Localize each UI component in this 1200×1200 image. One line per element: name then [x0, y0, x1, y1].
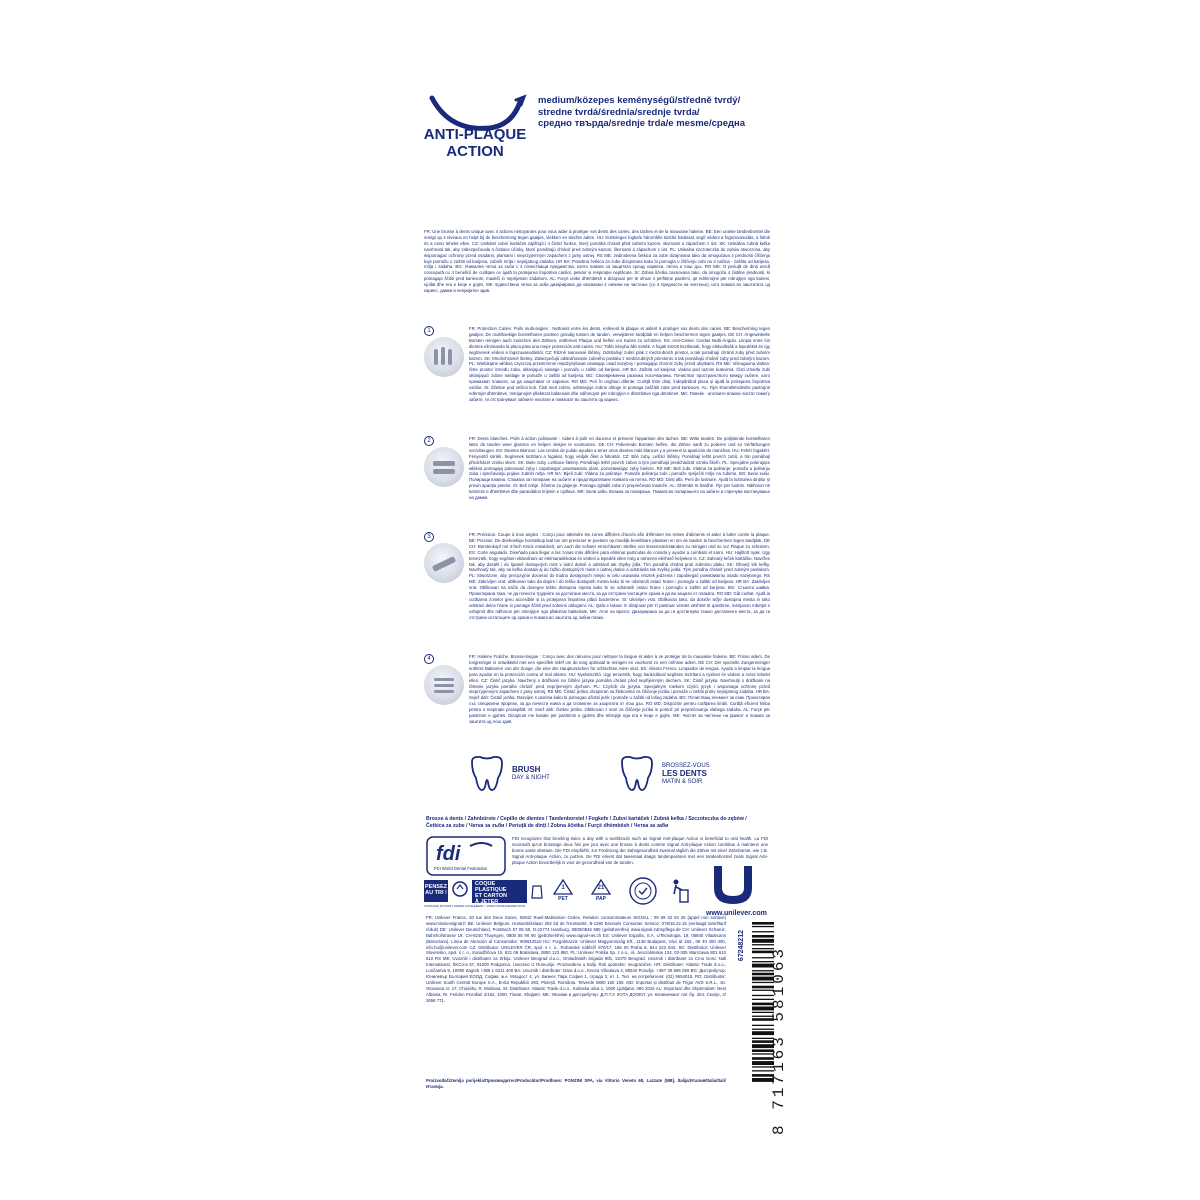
barcode-digits: 8 717163 581063 — [770, 945, 788, 1135]
guaranteed-seal-icon — [628, 876, 658, 906]
feature-number-3: 3 — [424, 532, 434, 542]
feature-section-3 — [424, 532, 770, 650]
feature-section-2 — [424, 436, 770, 528]
toothbrush-multilingual-line: Brosse à dents / Zahnbürste / Cepillo de dientes / Tandenborstel / Fogkefe / Zubní kartáček / Zubná kefka / Szczoteczka do zębów / Četkica za zube / Четка за зъби / Periuță de dinți / Zobna ščetka / Furçë dhëmbësh / Четка за заби — [426, 816, 747, 829]
angled-neck-icon — [424, 543, 464, 583]
feature-text-2: FR: Dents blanches. Poils à action polissante : Aident à polir en douceur et prévenir l'apparition des taches. BE: Witte tanden. De polijstende borstelharen laten de tanden weer glanzen en helpen vlekjes te voorkomen. DE CH: Polierende Borsten helfen, die Zähne sanft zu polieren und so Verfärbungen vorzubeugen. ES: Dientes Blancos: Las cerdas de pulido ayudan a tener unos dientes más blancos y a prevenir la aparición de manchas. HU: Fehér fogakért. Fényesítő sörték. Segítenek tisztítani a fogakat, hogy védjék őket a foltoktól. CZ: Bílé zuby. Leštící štětiny. Pomáhají leštit povrch zubů, a tím pomáhají předcházet vzniku skvrn. SK: Biele zuby. Leštiace štetiny. Pomáhajú leštiť povrch zubov a tým pomáhajú predchádzať vzniku škvŕn. PL: Specjalne polerujące włókna pomagają polerować zęby i zapobiegać powstawaniu plam, pozostawiając zęby bielsze. RS ME: Beli zubi. Vlakna za poliranje: pomažu u poliranju zuba i sprečavanju pojave zubnih mrlja. HR BA: Bijeli zubi: Vlakna za poliranje. Pomaže poliranju zubi i pomaže spriječiti mrlje na zubima. BG: Бели зъби. Полиращи влакна. Спомага за полиране на зъбите и предотвратяване появата на петна. RO MD: Dinți albi. Perii de lustruire. Ajută la lustruirea dinților și previn apariția petelor. SI: Beli zobje. Ščetine za glajenje. Pomaga zgladiti zobe in preprečevati madeže. AL: Dhëmbë të bardhë. Fije për lustrim. Ndihmon në lustrimin e dhëmbëve dhe parandalon krijimin e njollave. MK: Бели заби. Влакна за полирање. Помага во полирањето на забите и спречува настанување на дамки. — [469, 436, 770, 501]
feature-number-2: 2 — [424, 436, 434, 446]
tongue-cleaner-icon — [424, 665, 464, 705]
triman-icon — [452, 880, 468, 898]
bristle-hardness — [538, 95, 768, 130]
brossez-label — [662, 763, 710, 786]
pap-number: 21 — [597, 885, 605, 891]
polishing-bristles-icon — [424, 447, 464, 487]
triman-line1: PENSEZ — [424, 884, 447, 890]
hardness-line1: medium/közepes keménységű/středně tvrdý/ — [538, 95, 741, 106]
brush-label — [512, 765, 550, 783]
brossez-title: BROSSEZ-VOUS — [662, 762, 710, 769]
multi-angle-bristles-icon — [424, 337, 464, 377]
tidyman-icon — [670, 878, 690, 904]
svg-text:fdi: fdi — [436, 843, 461, 865]
hardness-line3: средно твърда/srednje trda/e mesme/средна — [538, 118, 746, 129]
brossez-subtitle: MATIN & SOIR — [662, 778, 703, 785]
distributor-addresses: FR: Unilever France, 20 rue des Deux Gares, 92842 Rueil-Malmaison Cedex. Relation consommateurs SIGNAL : 09 69 32 04 26 (appel non surtaxé) www.missionsignal.fr BE: Unilever Belgium, Humanitéitslaan 292 bd de l'Humanité, B-1190 Brussels Consumer Service: 078/15.22.15 (verlaagd tarief/tarif réduit) DE: Unilever Deutschland, PostSach 57 05 50, D-22774 Hamburg, 0800/0846 585 (gebührenfrei) www.signal-zahnpflege.de CH: Unilever Schweiz, Bahnhofstrasse 19, CH-8240 Thayngen, 0800 55 90 90 (gebührenfrei) www.signal-net.ch ES: Unilever España, S.A. c/Tecnologia, 19, 08840 Viladecans (Barcelona). Línea de Atención al Consumidor: 900812510 HU: Forgalmazza: Unilever Magyarország Kft., 1138 Budapest, Váci út 182., 06 40 400 400, info.hu@unilever.com CZ: Distributor: UNILEVER ČR, spol. s r. o., Rohanské nábřeží 670/17, 186 00 Praha 8, 844 222 844. SK: Distribútor: Unilever Slovensko, spol. s r. o., Karadžičova 10, 821 08 Bratislava, 0850 123 850. PL: Unilever Polska Sp. z o.o., Al. Jerozolimskie 134, 02-305 Warszawa 801 610 610 RS ME: Uvoznik i distributer za Srbiju: Unilever Beograd d.o.o., Omladinskih brigada 90b, 11070 Beograd. Uvoznik i distributer za Crnu Goru: Nall International, ŠKOJ-a 57, 81000 Podgorica. Uvezeno iz Rumunije. Proizvedeno u Italiji. Rok upotrebe: neograničen. HR: Distributer: Atlantic Trade d.o.o., Lončareva 9, 10090 Zagreb +385 1 6311 400 BA: Uvoznik i distributer: Dara d.o.o., Kneza Višeslava 4, 88240 Posušje. +387 39 685 050 BG: Дистрибутор: Юнилевър България ЕООД, София, ж.к. Младост 4, ул. Бизнес Парк София 1, сграда 3, ет. 1. Тел. на потребителя: (02) 9654016. RO: Distribuitor: Unilever South Central Europe S.A., B-dul Republicii 293, Ploiești, România. Telverde 0800 150 150. MD: Importat și distribuit de Trigor AVD S.R.L., str. Otovasca nr. 17, Chișinău, R. Moldova. SI: Distributer: Atlantic Trade d.o.o., Kolinska ulica 1, 1000 Ljubljana, 080 2015 AL: Importuar dhe Shpërndarë: Next Albania, Rr. Feridon Fezollari 2/162, 1000, Tiranë, Shqipëri. MK: Увозник и дистрибутер: Д.П.Т.У. КОТА ДООЕЛ, ул. Качаничкиот пат бр. 254, Скопје, 2/ 2656 771. — [426, 915, 726, 1003]
feature-section-4 — [424, 654, 770, 748]
product-name-line1: ANTI-PLAQUE — [423, 126, 527, 143]
feature-text-4: FR: Haleine Fraîche. Brosse-langue : Conçu avec des rainures pour nettoyer la langue et aider à se protéger de la mauvaise haleine. BE: Frisse adem. De tongreiniger is ontwikkeld met een speciflek reliëf om de tong optimaal te reinigen en voorkomt zo een onfrisse adem. DE CH: Der spezielle Zungenreiniger entfernt Bakterien von der Zunge, die eine der Hauptursachen für schlechten Atem sind. ES: Aliento Fresco. Limpiador de lengua. Ayuda a limpiar la lengua para ayudar en la protección contra el mal aliento. HU: Nyelvtisztító. Úgy tervezték, hogy barázdáival segítsen tisztítani a nyelvet és védeni a rossz lehelet ellen. CZ: Čistič jazyka. Navržený s drážkami na čištění jazyka pomáhá chránit před nepříjemným dechem. SK: Čistič jazyka. Navrhnutý s drážkami na čistenie jazyka pomáha chrániť pred nepríjemným dychom. PL: Czyścik do języka. Specjalnym rowkom czyści język i wspomaga ochronę przed nieprzyjemnym zapachem z jamy ustnej. RS ME: Čistač jezika: dizajniran sa žlebovima za čišćenje jezika i pomaže u zaštiti protiv neprijatnog zadaha. HR BA: Svjež dah: Čistač jezika. Razvijen s utorima kako bi pomogao očistiti jezik i pomaže u zaštiti od lošeg zadaha. BG: Почистващ елемент за език. Проектиран със специални прорези, за да почисти езика и да спомогне за защитата от лош дъх. RO MD: Dispozitiv pentru curățarea limbii. Curăță eficient limba pentru o respirație proaspătă. SI: Svež dah: čistilec jezika. Oblikovan z utori za čiščenje jezika in pomoč pri preprečevanju slabega zadaha. AL: Furçë për pastrimin e gjuhës. Dizajnuar me kanale për pastrimin e gjuhës dhe mbrojtje nga era e keqe e gojës. MK: Чистач за чистење на јазикот и помага за заштита од лош здив. — [469, 654, 770, 724]
packaging-label — [472, 880, 527, 903]
brush-subtitle: DAY & NIGHT — [512, 775, 550, 781]
jeter-text: À JETER — [475, 899, 499, 905]
feature-number-1: 1 — [424, 326, 434, 336]
brossez-matin-soir — [616, 754, 710, 794]
intro-description: FR: Une brosse à dents unique avec 4 actions nettoyantes pour vous aider à protéger vos dents des caries, des taches et de la mauvaise haleine. BE: Een unieke tandenborstel die reinigt op 4 niveaus en helpt bij de bescherming tegen gaatjes, vlekken en slechte adem. HU: Különleges fogkefe háromféle tisztító hatással, segít védeni a fogszuvasodás, a foltok és a rossz lehelet ellen. CZ: Unikátní zubní kartáček zajišťující 4 čisticí funkce, který pomáhá chránit před zubním kazem, skvrnami a zápachem z úst. SK: Unikátna zubná kefka navrhnutá tak, aby zabezpečovala 4 čistiace účinky, ktoré pomáhajú chrániť pred zubným kazom, škvrnami a zápachom z úst. PL: Unikalna szczoteczka do zębów stworzona, aby wspomagać ochronę przed osadami, plamami i nieprzyjemnym zapachem z jamy ustnej. RS ME: Jedinstvena četkica za zube dizajnirana tako da omogućava 4 prednosti čišćenja koje pomažu u zaštiti od karijesa, zubnih mrlja i neprijatnog zadaha. HR BA: Posebna četkica za zube dizajnirana kako bi pomogla u čišćenju zubi na 3 načina - zaštita od karijesa, mrlja i zadaha. BG: Уникална четка за зъби с 4 почистващи предимства, която помага за защитата срещу кариеси, петна и лош дъх. RO MD: O periuță de dinți unică concepută cu 4 beneficii de curățare ce ajută la protejarea împotriva cariilor, petelor și respirației neplăcute. SI: Zobna ščetka zasnovana tako, da omogoča 4 čistilne prednosti, ki pomagajo ščititi pred kariesom, madeži in neprijetnim zadahom. AL: Furçë unike dhëmbësh e dizajnuar për të ofruar 4 përfitime pastrimi, që ndihmojnë për mbrojtjen nga kariesi, njollat dhe era e keqe e gojës. MK: Единствена четка за заби дизајнирана да овозможи 4 начини на чистење (со 4 предности на чистење), што помага во заштитата од кариес, дамки и непријатен здив. — [424, 229, 770, 294]
carton-text: ET CARTON — [475, 893, 507, 899]
triman-badge — [424, 880, 448, 902]
trash-bag-icon — [530, 882, 544, 900]
fdi-logo — [426, 836, 506, 876]
svg-text:FDI World Dental Federation: FDI World Dental Federation — [434, 866, 488, 871]
feature-text-3: FR: Précision. Coupe à trois angles : Conçu pour atteindre les zones difficiles d'accès afin d'éliminer les restes d'aliments et aider à lutter contre la plaque. BE: Precisie. De driehoekige borstelkop laat toe om precieser te poetsen op moeilijk bereikbare plaatsen en om de tanden te beschermen tegen tandplak. DE CH: Bürstenkopf mit 3-fach Knick entwickelt, um auch die schwer erreichbaren Stellen von Essensrückständen zu reinigen und so vor Plaque zu schützen. ES: Corte angulado. Diseñado para llegar a las zonas más difíciles para eliminar partículas de comida y ayudar a combatir el sarro. HU: Hajlított nyak. Úgy tervezték, hogy segítsen eltávolítani az ételmaradékokat és védeni a lepedék ellen még a nehezen elérhető helyeken is. CZ: Zahnutý krček kartáčku. Navržen tak, aby dosáhl i do špatně dostupných míst v ústní dutině a odstranil tak zbytky jídla. Tím pomáhá chránit proti zubnímu plaku. SK: Ohnutý krk kefky. Navrhnutý tak, aby sa kefka dostala aj do ťažko dostupných miest v ústnej dutine a odstránila tak zvyšky jedla. Tým pomáha chrániť pred zubným povlakom. PL: Stworzone, aby precyzyjnie docierać do trudno dostępnych miejsc w celu usuwania resztek jedzenia i zapobiegać powstawaniu osadu nazębnego. RS ME: Zakrivljen vrat: oblikovan tako da dopire i do teško dostupnih mesta kako bi se odstranili ostaci hrane i pomoglo u zaštiti od karijesa. HR BA: Zakrivljen vrat. Oblikovan na način da dosegne teško dostupna mjesta kako bi se odstranili ostaci hrane i pomoglo u zaštiti od karijesa. BG: Сгънатa шийка. Проектирана така, че да почисти трудните за достигане места, за да отстрани частиците храна и да ви защити от плаката. RO MD: Gât curbat. Ajută la curățarea zonelor greu accesibile și la protejarea împotriva plăcii bacteriene. SI: Ukrivljen vrat. Oblikovan tako, da doseže težje dostopna mesta in tako odstrani delce hrane in pomaga ščititi pred zobnimi oblogami. AL: Qafa e lakuar. E dizajnuar për t'i pastruar vendet vështirë të qasshme, mënjanon mbetjet e ushqimit dhe ndihmon për mbrojtjen nga pllakëzat bakteriale. MK: Агол на вратот. Дизајнирана за да ги достигнува тешко достапните места, за да ги отстрани остатоците од храна и помага во заштита од забни плаки. — [469, 532, 770, 620]
pap-recycle-code — [590, 878, 612, 904]
pet-number: 1 — [561, 885, 565, 891]
product-name — [420, 126, 530, 160]
hardness-line2: stredne tvrdá/średnia/srednje tvrda/ — [538, 106, 700, 118]
brush-title: BRUSH — [512, 765, 541, 774]
brush-reminder-icons — [466, 754, 766, 806]
triman-line2: AU TRI ! — [425, 890, 447, 896]
brossez-mid: LES DENTS — [662, 768, 707, 778]
product-code: 67248212 — [738, 930, 745, 962]
unilever-url: www.unilever.com — [706, 910, 767, 917]
unilever-logo-icon — [706, 862, 760, 908]
feature-number-4: 4 — [424, 654, 434, 664]
pap-label: PAP — [596, 896, 606, 902]
producer-info: Proizvođač/Zemlja porijekla/Производител/Producător/Prodhues: PONZINI SPA, via Vittorio Veneto 68, Lazzate (MB), Italija/Италия/Italia/Itali/ Италија. — [426, 1078, 726, 1089]
pet-recycle-code — [552, 878, 574, 904]
fdi-statement: FDI recognizes that brushing twice a day with a toothbrush such as Signal Anti-plaque Action is beneficial to oral health. La FDI reconnaît qu'un brossage deux fois par jour avec une brosse à dents comme Signal Anti-plaque Action contribue à maintenir une bonne santé dentaire. Die FDI empfiehlt, zur Förderung der Zahngesundheit zweimal täglich die Zähne mit einer Zahnbürste, wie z.B. Signal Anti-plaque Action, zu putzen. De FDI erkent dat tweemaal daags tandenpoetsen met een tandenborstel zoals Signal Anti-plaque Action bevorderlijk is voor de gezondheid van de tanden. — [512, 836, 768, 865]
fdi-logo-icon — [426, 836, 506, 876]
tooth-icon-fr — [616, 754, 658, 794]
consigne-text: CONSIGNE POUVANT VARIER LOCALEMENT > WWW.CONSIGNESDETRI.FR — [424, 904, 526, 908]
pet-label: PET — [558, 896, 568, 902]
brush-day-night — [466, 754, 550, 794]
feature-text-1: FR: Protection Caries. Poils multi-angles : Nettoient entre les dents, enlèvent la plaque et aident à protéger vos dents des caries. BE: Bescherming tegen gaatjes. De multihoekige borstelharen poetsen grondig tussen de tanden, verwijderen tandplak en helpen beschermen tegen gaatjes. DE CH: Angewinkelte Borsten reinigen auch zwischen den Zähnen, entfernen Plaque und helfen vor Karies zu schützen. ES: Anti-Caries: Cerdas Multi-Ángulo. Limpia entre los dientes eliminando la placa para una mejor protección anti-caries. HU: Több irányba álló sörték. A fogak között tisztítanak, hogy eltávolítsák a lepedéket és így segítsenek védeni a fogszuvasodástól. CZ: Různě tvarované štětiny. Odstraňují zubní plak z mezizubních prostor, a tak pomáhají chránit zuby před zubním kazem. SK: Mnohohranné štetiny. Zabezpečujú odstraňovanie zubného povlaku z medzizubných priestorov a tak pomáhajú chrániť zuby pred zubným kazom. PL: Wielokątne włókna czyszczą przestrzenie międzyzębowe usuwając osad nazębny i pomagając chronić zęby przed ubytkami. RS ME: Višeugaona vlakna: čiste prostor između zuba, uklanjajući naslage i pomažu u zaštiti od karijesa. HR BA: Zaštita od karijesa: vlakna pod raznim kutevima. Čisti između zubi uklanjajući zubne naslage te pomaže u zaštiti od karijesa. BG: Своевременна разлика посочвалина. Почистват пространството между зъбите, като премахват плаката, за да защитават от кариеси. RO MD: Peri în unghiuri diferite: Curăță între dinți, îndepărtând placa și ajută la protejarea împotriva cariilor. SI: Ščetine pod večimi koti. Čisti med zobmi, odstranjuje zobne obloge in pomaga zaščititi zobe pred kariesom. AL: Fijet shumëkëndëshe pastrojnë ndërmjet dhëmbëve, mënjanojnë pllakëzat bakteriale dhe ndihmojnë për mbrojtjen e dhëmbëve nga dëmtimet. MK: Повеќе - аголните влакна чистат помеѓу забите, ги отстрануваат забните наслаги и помагаат во заштита од кариес. — [469, 326, 770, 402]
tooth-icon — [466, 754, 508, 794]
product-name-line2: ACTION — [446, 143, 504, 160]
coque-text: COQUE PLASTIQUE — [475, 881, 507, 893]
feature-section-1 — [424, 326, 770, 432]
